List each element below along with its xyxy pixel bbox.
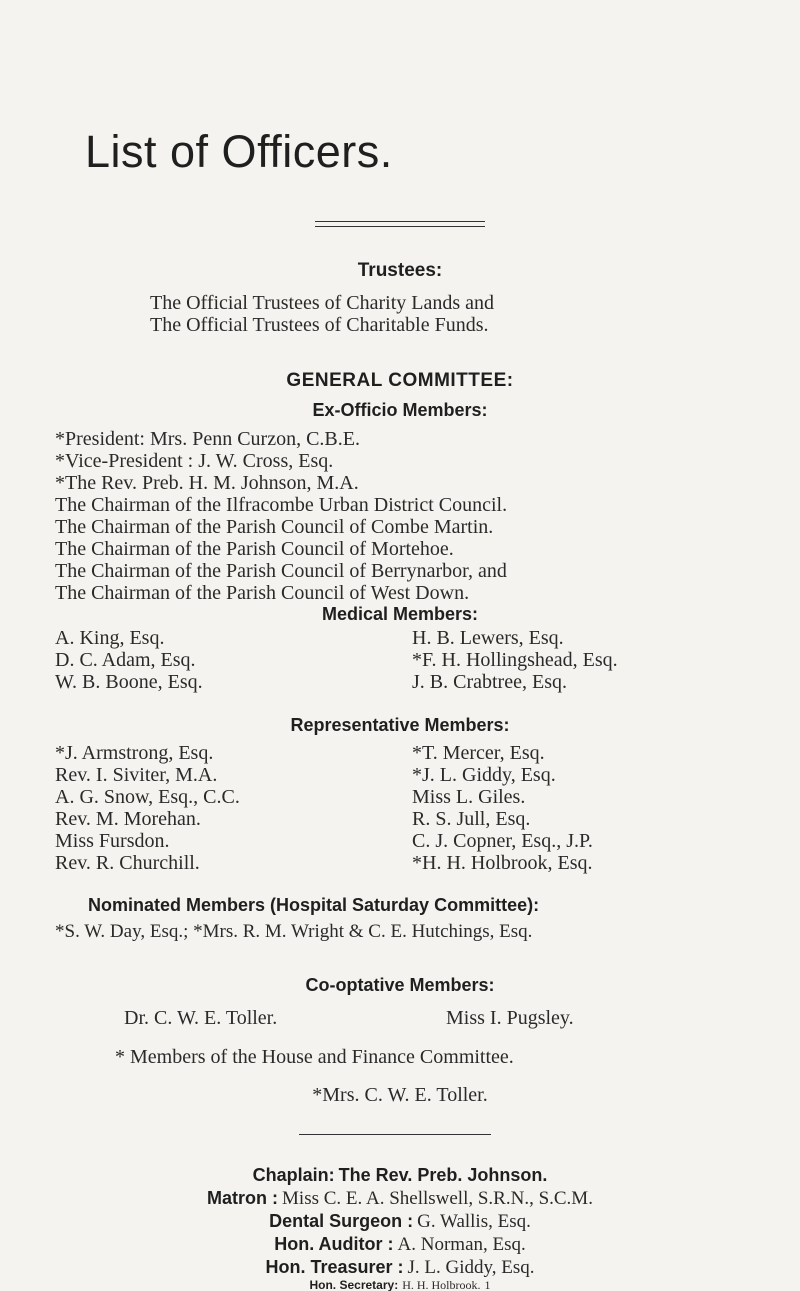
officer-value: J. L. Giddy, Esq. — [407, 1257, 535, 1278]
general-committee-heading: GENERAL COMMITTEE: — [286, 370, 514, 391]
medical-member: *F. H. Hollingshead, Esq. — [412, 649, 618, 671]
section-divider — [299, 1134, 491, 1135]
representative-heading: Representative Members: — [290, 715, 510, 735]
officer-value: The Rev. Preb. Johnson. — [338, 1165, 548, 1185]
medical-member: D. C. Adam, Esq. — [55, 649, 196, 671]
representative-member: Miss Fursdon. — [55, 830, 170, 852]
cooptative-heading: Co-optative Members: — [305, 975, 495, 995]
ex-officio-line: The Chairman of the Parish Council of Combe Martin. — [55, 516, 494, 538]
representative-member: *T. Mercer, Esq. — [412, 742, 545, 764]
ex-officio-line: The Chairman of the Parish Council of West Down. — [55, 582, 470, 604]
representative-member: C. J. Copner, Esq., J.P. — [412, 830, 593, 852]
representative-member: R. S. Jull, Esq. — [412, 808, 531, 830]
trustees-heading: Trustees: — [357, 260, 443, 281]
officer-label: Hon. Secretary: — [309, 1278, 399, 1291]
ex-officio-line: *The Rev. Preb. H. M. Johnson, M.A. — [55, 472, 359, 494]
representative-member: Rev. M. Morehan. — [55, 808, 201, 830]
medical-member: A. King, Esq. — [55, 627, 165, 649]
officer-label: Hon. Auditor : — [274, 1234, 394, 1254]
representative-member: Rev. R. Churchill. — [55, 852, 200, 874]
officer-value: H. H. Holbrook. — [402, 1278, 481, 1291]
officer-label: Dental Surgeon : — [269, 1211, 414, 1231]
officer-row — [0, 1211, 800, 1233]
ex-officio-line: *Vice-President : J. W. Cross, Esq. — [55, 450, 334, 472]
medical-member: J. B. Crabtree, Esq. — [412, 671, 567, 693]
representative-member: *J. Armstrong, Esq. — [55, 742, 214, 764]
representative-member: A. G. Snow, Esq., C.C. — [55, 786, 240, 808]
nominated-heading: Nominated Members (Hospital Saturday Committee): — [88, 895, 540, 915]
officer-row — [0, 1257, 800, 1279]
nominated-line: *S. W. Day, Esq.; *Mrs. R. M. Wright & C. E. Hutchings, Esq. — [55, 921, 533, 942]
officer-row — [0, 1188, 800, 1210]
cooptative-member: Miss I. Pugsley. — [446, 1007, 574, 1029]
officer-label: Matron : — [207, 1188, 279, 1208]
representative-member: Miss L. Giles. — [412, 786, 526, 808]
representative-member: *H. H. Holbrook, Esq. — [412, 852, 593, 874]
page-title: List of Officers. — [85, 126, 393, 177]
representative-member: *J. L. Giddy, Esq. — [412, 764, 556, 786]
medical-heading: Medical Members: — [321, 604, 479, 624]
footnote: * Members of the House and Finance Committee. — [115, 1046, 514, 1068]
officer-row — [0, 1234, 800, 1256]
officer-label: Hon. Treasurer : — [265, 1257, 404, 1277]
ex-officio-line: *President: Mrs. Penn Curzon, C.B.E. — [55, 428, 360, 450]
representative-member: Rev. I. Siviter, M.A. — [55, 764, 218, 786]
ex-officio-heading: Ex-Officio Members: — [312, 400, 488, 420]
officer-value: G. Wallis, Esq. — [417, 1211, 531, 1232]
ex-officio-line: The Chairman of the Ilfracombe Urban District Council. — [55, 494, 508, 516]
title-rule-bottom — [315, 226, 485, 227]
title-rule-top — [315, 221, 485, 222]
officer-row — [0, 1165, 800, 1186]
officer-label: Chaplain: — [252, 1165, 335, 1185]
medical-member: H. B. Lewers, Esq. — [412, 627, 564, 649]
medical-member: W. B. Boone, Esq. — [55, 671, 203, 693]
ex-officio-line: The Chairman of the Parish Council of Berrynarbor, and — [55, 560, 507, 582]
officer-value: A. Norman, Esq. — [397, 1234, 526, 1255]
trustees-line: The Official Trustees of Charity Lands and — [150, 292, 495, 314]
officer-value: Miss C. E. A. Shellswell, S.R.N., S.C.M. — [282, 1188, 593, 1209]
page-number: 1 — [484, 1278, 491, 1291]
cooptative-member: Dr. C. W. E. Toller. — [124, 1007, 278, 1029]
footnote-extra: *Mrs. C. W. E. Toller. — [312, 1084, 488, 1106]
trustees-line: The Official Trustees of Charitable Funds. — [150, 314, 489, 336]
ex-officio-line: The Chairman of the Parish Council of Mortehoe. — [55, 538, 454, 560]
officer-row — [0, 1278, 800, 1291]
